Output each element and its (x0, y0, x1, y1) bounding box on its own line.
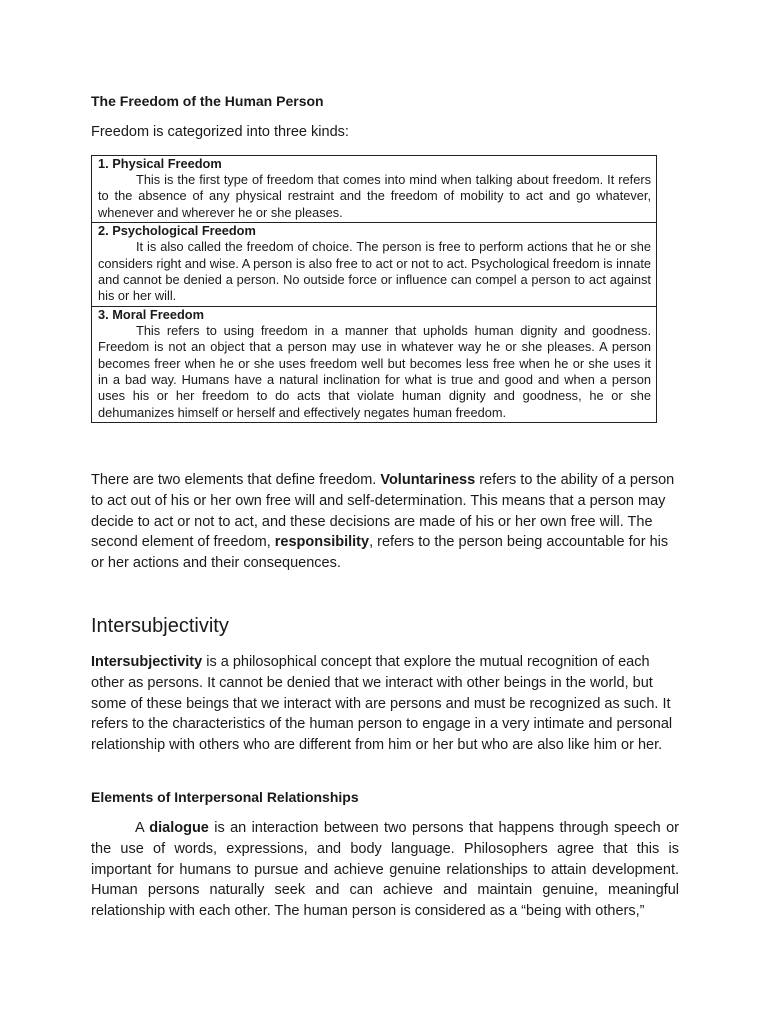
kind-text: This refers to using freedom in a manner that upholds human dignity and goodness. Freedom is not an object that a person may use in whatever way he or she pleases. A person becomes freer when he or she uses freedom well but becomes less free when he or she uses it in a bad way. Humans have a natural inclination for what is true and good and when a person uses his or her freedom to do acts that violate human dignity and goodness, he or she dehumanizes himself or herself and effectively negates human freedom. (98, 322, 651, 420)
kind-physical (92, 156, 656, 222)
kind-moral (92, 306, 656, 422)
term-responsibility: responsibility (274, 534, 370, 551)
intersubjectivity-heading: Intersubjectivity (91, 615, 229, 637)
kind-text: It is also called the freedom of choice. The person is free to perform actions that he or she considers right and wise. A person is also free to act or not to act. Psychological freedom is innate and cannot be denied a person. No outside force or influence can compel a person to act against his or her will. (98, 239, 651, 304)
text-run: is an interaction between two persons that happens through speech or the use of words, expressions, and body language. Philosophers agree that this is important for humans to pursue and achieve genuine relationships to attain development. Human persons naturally seek and can achieve and maintain genuine, meaningful relationship with each other. The human person is considered as a “being with others,” (91, 820, 680, 920)
kind-title: 2. Psychological Freedom (98, 223, 256, 239)
dialogue-paragraph (91, 818, 679, 922)
kind-title: 1. Physical Freedom (98, 156, 222, 171)
section-title: The Freedom of the Human Person (91, 93, 324, 109)
text-run: , refers to the person being accountable for his or her actions and their consequences. (91, 534, 669, 572)
kind-text: This is the first type of freedom that comes into mind when talking about freedom. It refers to the absence of any physical restraint and the freedom of mobility to act and go whatever, whenever and wherever he or she pleases. (98, 172, 651, 220)
freedom-elements-paragraph (91, 470, 676, 574)
term-dialogue: dialogue (149, 820, 209, 836)
text-run: refers to the ability of a person to act out of his or her own free will and self-determination. This means that a person may decide to act or not to act, and these decisions are made of his or her own free will. The second element of freedom, (91, 472, 675, 551)
freedom-kinds-table (91, 155, 657, 423)
intersubjectivity-paragraph (91, 652, 676, 756)
kind-title: 3. Moral Freedom (98, 306, 204, 322)
term-voluntariness: Voluntariness (380, 472, 476, 488)
intro-text: Freedom is categorized into three kinds: (91, 124, 349, 140)
kind-psychological (92, 222, 656, 306)
text-run: is a philosophical concept that explore the mutual recognition of each other as persons. It cannot be denied that we interact with other beings in the world, but some of these beings that we interact with are persons and must be recognized as such. It refers to the characteristics of the human person to engage in a very intimate and personal relationship with others who are different from him or her but who are also like him or her. (91, 654, 673, 754)
interpersonal-heading: Elements of Interpersonal Relationships (91, 789, 359, 805)
text-run: A (135, 820, 150, 836)
term-intersubjectivity: Intersubjectivity (91, 654, 203, 670)
text-run: There are two elements that define freedom. (91, 472, 381, 488)
